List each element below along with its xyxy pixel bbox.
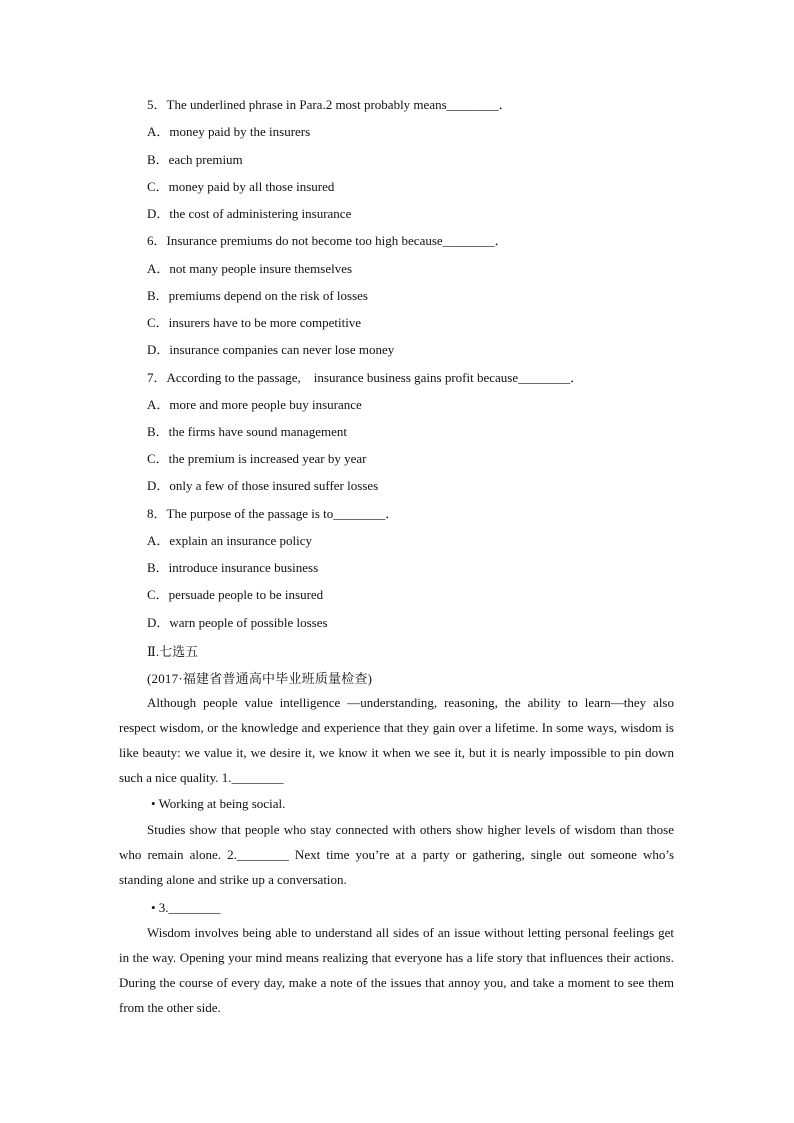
passage-paragraph-1: Although people value intelligence —understanding, reasoning, the ability to learn—they also respect wisdom, or the knowledge and experience that they gain over a lifetime. In some ways, wisdom is like beauty: we value it, we desire it, we know it when we see it, but it is nearly impossible to pin down such a nice quality. 1.________ — [119, 695, 674, 785]
question-8-option-d: D．warn people of possible losses — [147, 615, 328, 630]
question-5-stem: 5．The underlined phrase in Para.2 most probably means________． — [147, 97, 512, 112]
question-7-option-a: A．more and more people buy insurance — [147, 397, 362, 412]
question-6-stem: 6．Insurance premiums do not become too high because________． — [147, 233, 508, 248]
question-8-option-b: B．introduce insurance business — [147, 560, 319, 575]
passage-paragraph-2: Studies show that people who stay connected with others show higher levels of wisdom than those who remain alone. 2.________ Next time you’re at a party or gathering, single out someone who’s standing alone and strike up a conversation. — [119, 822, 674, 887]
question-8-stem: 8．The purpose of the passage is to________． — [147, 506, 399, 521]
section-source: (2017·福建省普通高中毕业班质量检查) — [147, 671, 373, 686]
question-8-option-c: C．persuade people to be insured — [147, 587, 324, 602]
question-5-option-a: A．money paid by the insurers — [147, 124, 311, 139]
question-6-option-b: B．premiums depend on the risk of losses — [147, 288, 368, 303]
question-8-option-a: A．explain an insurance policy — [147, 533, 312, 548]
question-5-option-d: D．the cost of administering insurance — [147, 206, 352, 221]
passage-paragraph-3: Wisdom involves being able to understand all sides of an issue without letting personal feelings get in the way. Opening your mind means realizing that everyone has a life story that influences their actions. During the course of every day, make a note of the issues that annoy you, and take a moment to see them from the other side. — [119, 925, 674, 1015]
question-7-stem: 7．According to the passage, insurance business gains profit because________． — [147, 370, 584, 385]
question-5-option-b: B．each premium — [147, 152, 243, 167]
question-7-option-b: B．the firms have sound management — [147, 424, 348, 439]
question-6-option-d: D．insurance companies can never lose money — [147, 342, 395, 357]
question-6-option-c: C．insurers have to be more competitive — [147, 315, 362, 330]
question-7-option-d: D．only a few of those insured suffer losses — [147, 478, 379, 493]
question-7-option-c: C．the premium is increased year by year — [147, 451, 367, 466]
section-heading: Ⅱ.七选五 — [147, 644, 199, 659]
question-6-option-a: A．not many people insure themselves — [147, 261, 353, 276]
passage-bullet-2: • 3.________ — [151, 900, 221, 915]
passage-bullet-1: • Working at being social. — [151, 796, 286, 811]
question-5-option-c: C．money paid by all those insured — [147, 179, 335, 194]
